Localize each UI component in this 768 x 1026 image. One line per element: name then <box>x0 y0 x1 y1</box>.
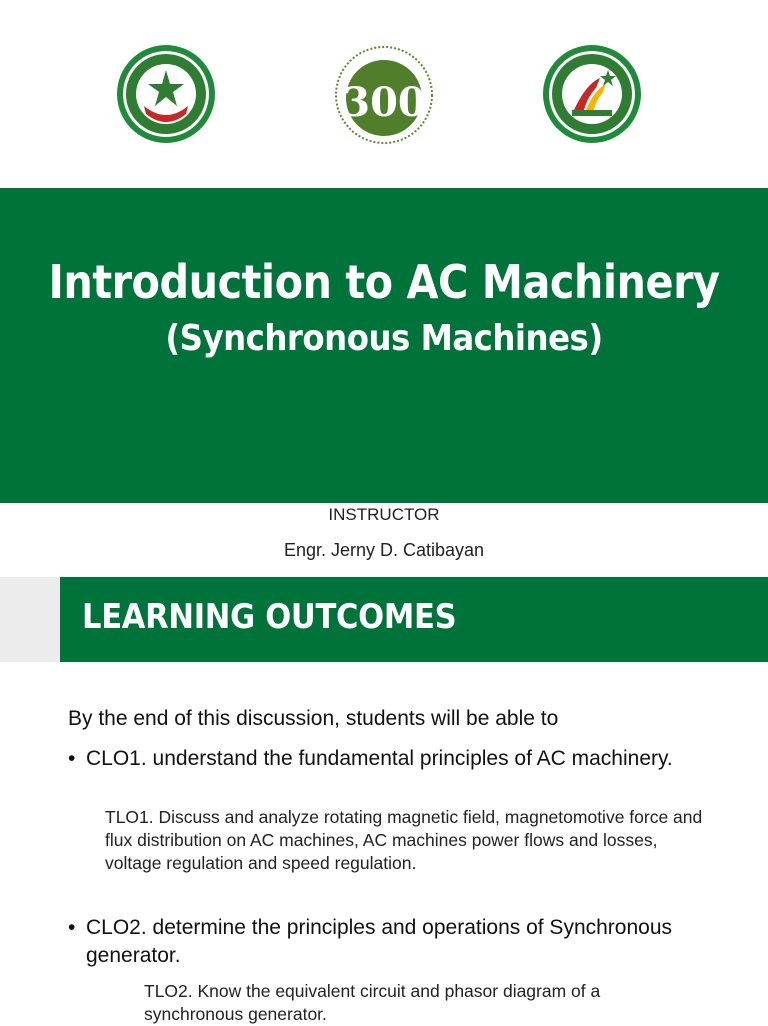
svg-text:300: 300 <box>342 79 426 126</box>
clo-text: CLO2. determine the principles and operations of Synchronous generator. <box>86 916 673 967</box>
gray-accent-strip <box>0 577 60 662</box>
bullet-marker: • <box>68 747 76 770</box>
slide-title: Introduction to AC Machinery <box>48 255 720 309</box>
300-anniversary-logo <box>333 44 435 146</box>
tlo-text: TLO2. Know the equivalent circuit and phasor diagram of a synchronous generator. <box>144 981 601 1024</box>
instructor-label: INSTRUCTOR <box>328 505 440 524</box>
outcomes-intro: By the end of this discussion, students will be able to <box>68 707 559 730</box>
university-seal-logo <box>116 44 216 144</box>
clo-item <box>68 745 688 773</box>
slide-subtitle: (Synchronous Machines) <box>165 318 603 359</box>
clo-text: CLO1. understand the fundamental principles of AC machinery. <box>86 747 673 770</box>
clo-item <box>68 914 688 970</box>
instructor-name: Engr. Jerny D. Catibayan <box>283 540 485 560</box>
college-seal-logo <box>542 44 642 144</box>
bullet-marker: • <box>68 916 76 939</box>
tlo-text: TLO1. Discuss and analyze rotating magnetic field, magnetomotive force and flux distribution on AC machines, AC machines power flows and losses, voltage regulation and speed regulation. <box>105 807 703 873</box>
logo-row <box>0 0 768 188</box>
outcomes-heading: LEARNING OUTCOMES <box>82 597 457 637</box>
